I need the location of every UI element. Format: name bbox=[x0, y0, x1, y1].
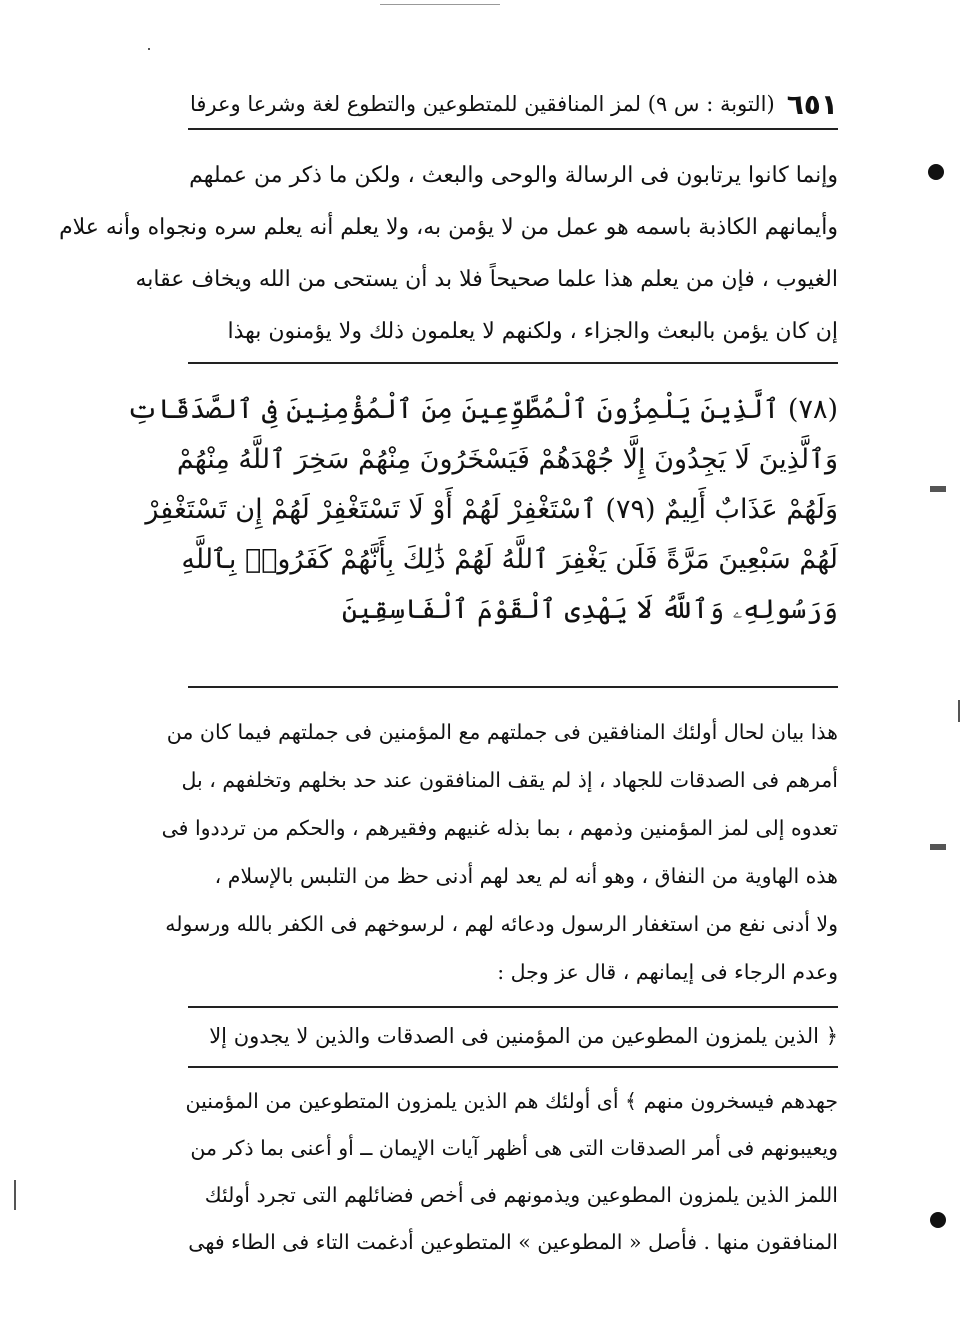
header-rule bbox=[188, 128, 838, 130]
scan-mark bbox=[958, 700, 960, 722]
running-header bbox=[190, 86, 838, 122]
running-title: (التوبة : س ٩) لمز المنافقين للمتطوعين والتطوع لغة وشرعا وعرفا bbox=[190, 92, 775, 116]
punch-hole bbox=[930, 1212, 946, 1228]
paragraph-1 bbox=[59, 150, 838, 358]
quote-top-rule bbox=[188, 1006, 838, 1008]
text-line: تعدوه إلى لمز المؤمنين وذمهم ، بما بذله غنيهم وفقيرهم ، والحكم من ترددوا فى bbox=[161, 816, 838, 840]
text-line: وإنما كانوا يرتابون فى الرسالة والوحى والبعث ، ولكن ما ذكر من عملهم bbox=[189, 163, 838, 188]
scan-mark bbox=[930, 486, 946, 492]
verse-line: وَلَهُمْ عَذَابٌ أَلِيمٌ (٧٩) ٱسْتَغْفِرْ لَهُمْ أَوْ لَا تَسْتَغْفِرْ لَهُمْ إِن تَسْتَغْفِرْ bbox=[145, 494, 838, 525]
verse-line: لَهُمْ سَبْعِينَ مَرَّةً فَلَن يَغْفِرَ ٱللَّهُ لَهُمْ ذَٰلِكَ بِأَنَّهُمْ كَفَرُوا۟ بِٱللَّهِ bbox=[181, 544, 838, 575]
punch-hole bbox=[928, 164, 944, 180]
text-line: المنافقون منها . فأصل « المطوعين » المتطوعين أدغمت التاء فى الطاء فهى bbox=[188, 1230, 838, 1254]
text-line: هذا بيان لحال أولئك المنافقين فى جملتهم مع المؤمنين فى جملتهم فيما كان من bbox=[166, 720, 838, 744]
verse-line: وَرَسُولِهِۦ وَٱللَّهُ لَا يَهْدِى ٱلْقَوْمَ ٱلْفَاسِقِينَ bbox=[341, 594, 838, 625]
text-line: وأيمانهم الكاذبة باسمه هو عمل من لا يؤمن به، ولا يعلم أنه يعلم سره ونجواه وأنه علام bbox=[59, 215, 838, 240]
text-line: ولا أدنى نفع من استغفار الرسول ودعائه لهم ، لرسوخهم فى الكفر بالله ورسوله bbox=[165, 912, 838, 936]
verse-line: وَٱلَّذِينَ لَا يَجِدُونَ إِلَّا جُهْدَهُمْ فَيَسْخَرُونَ مِنْهُمْ سَخِرَ ٱللَّهُ مِنْهُمْ bbox=[176, 444, 838, 475]
verse-top-rule bbox=[188, 362, 838, 364]
scan-mark bbox=[14, 1180, 16, 1210]
quran-verse-block bbox=[126, 385, 838, 635]
page-number: ٦٥١ bbox=[786, 87, 838, 121]
text-line: اللمز الذين يلمزون المطوعين ويذمونهم فى أخص فضائلهم التى تجرد أولئك bbox=[204, 1183, 838, 1207]
paragraph-2 bbox=[161, 708, 838, 996]
commentary-quote: ﴿ الذين يلمزون المطوعين من المؤمنين فى الصدقات والذين لا يجدون إلا bbox=[209, 1024, 838, 1048]
text-line: جهدهم فيسخرون منهم ﴾ أى أولئك هم الذين يلمزون المتطوعين من المؤمنين bbox=[185, 1089, 838, 1113]
verse-bottom-rule bbox=[188, 686, 838, 688]
text-line: أمرهم فى الصدقات للجهاد ، إذ لم يقف المنافقون عند حد بخلهم وتخلفهم ، بل bbox=[181, 768, 838, 792]
paragraph-3 bbox=[185, 1078, 838, 1266]
scan-mark bbox=[930, 844, 946, 850]
verse-line: (٧٨) ٱلَّذِينَ يَلْمِزُونَ ٱلْمُطَّوِّعِينَ مِنَ ٱلْمُؤْمِنِينَ فِى ٱلصَّدَقَاتِ bbox=[126, 394, 838, 425]
text-line: وعدم الرجاء فى إيمانهم ، قال عز وجل : bbox=[497, 960, 838, 984]
scan-mark bbox=[148, 48, 150, 50]
text-line: الغيوب ، فإن من يعلم هذا علما صحيحاً فلا بد أن يستحى من الله ويخاف عقابه bbox=[135, 267, 838, 292]
quote-bottom-rule bbox=[188, 1066, 838, 1068]
text-line: ويعيبونهم فى أمر الصدقات التى هى أظهر آيات الإيمان ــ أو أعنى بما ذكر من bbox=[190, 1136, 838, 1160]
text-line: إن كان يؤمن بالبعث والجزاء ، ولكنهم لا يعلمون ذلك ولا يؤمنون بهذا bbox=[227, 319, 838, 344]
scan-mark bbox=[380, 4, 500, 5]
text-line: هذه الهاوية من النفاق ، وهو أنه لم يعد لهم أدنى حظ من التلبس بالإسلام ، bbox=[214, 864, 838, 888]
